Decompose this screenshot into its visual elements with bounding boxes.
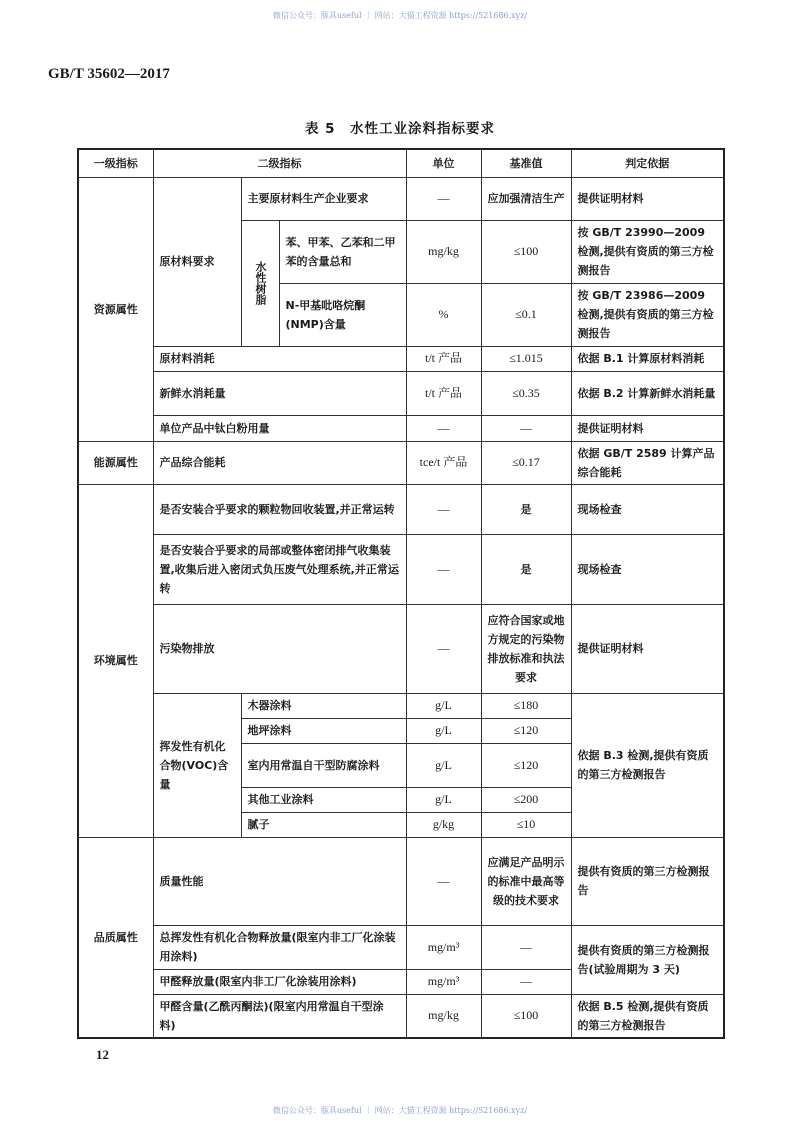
unit: tce/t 产品 (406, 441, 481, 484)
baseline: ≤120 (481, 743, 571, 787)
unit: — (406, 415, 481, 441)
basis: 依据 B.1 计算原材料消耗 (571, 346, 724, 371)
baseline: — (481, 415, 571, 441)
basis: 现场检查 (571, 484, 724, 534)
basis: 现场检查 (571, 534, 724, 604)
item: 产品综合能耗 (153, 441, 406, 484)
item: 污染物排放 (153, 604, 406, 693)
table-row (78, 693, 724, 718)
item: 地坪涂料 (241, 718, 406, 743)
baseline: 是 (481, 484, 571, 534)
basis: 按 GB/T 23990—2009 检测,提供有资质的第三方检测报告 (571, 220, 724, 283)
baseline: — (481, 969, 571, 994)
item: 其他工业涂料 (241, 787, 406, 812)
unit: — (406, 604, 481, 693)
header-level1: 一级指标 (78, 149, 153, 177)
baseline: ≤0.35 (481, 371, 571, 415)
header-basis: 判定依据 (571, 149, 724, 177)
baseline: ≤120 (481, 718, 571, 743)
unit: mg/m³ (406, 969, 481, 994)
watermark-top: 微信公众号：豚具useful ｜ 网站：大猫工程资源 https://521686.xyz/ (272, 11, 528, 20)
unit: — (406, 177, 481, 220)
table-row (78, 371, 724, 415)
unit: g/kg (406, 812, 481, 837)
baseline: ≤0.1 (481, 283, 571, 346)
unit: g/L (406, 718, 481, 743)
header-baseline: 基准值 (481, 149, 571, 177)
basis: 按 GB/T 23986—2009 检测,提供有资质的第三方检测报告 (571, 283, 724, 346)
unit: g/L (406, 743, 481, 787)
baseline: ≤10 (481, 812, 571, 837)
basis: 依据 B.2 计算新鲜水消耗量 (571, 371, 724, 415)
indicator-table (77, 148, 725, 1039)
table-row (78, 484, 724, 534)
category-resource: 资源属性 (78, 177, 153, 441)
header-level2: 二级指标 (153, 149, 406, 177)
item: 是否安装合乎要求的颗粒物回收装置,并正常运转 (153, 484, 406, 534)
baseline: 应满足产品明示的标准中最高等级的技术要求 (481, 837, 571, 925)
table-row (78, 177, 724, 220)
basis: 提供有资质的第三方检测报告 (571, 837, 724, 925)
item: 苯、甲苯、乙苯和二甲苯的含量总和 (279, 220, 406, 283)
table-row (78, 415, 724, 441)
table-row (78, 994, 724, 1038)
table-row (78, 346, 724, 371)
basis: 提供证明材料 (571, 604, 724, 693)
category-quality: 品质属性 (78, 837, 153, 1038)
table-row (78, 925, 724, 969)
table-row (78, 534, 724, 604)
basis: 依据 B.5 检测,提供有资质的第三方检测报告 (571, 994, 724, 1038)
baseline: 是 (481, 534, 571, 604)
table-header-row (78, 149, 724, 177)
document-code: GB/T 35602—2017 (48, 66, 170, 82)
baseline: — (481, 925, 571, 969)
voc-basis: 依据 B.3 检测,提供有资质的第三方检测报告 (571, 693, 724, 837)
item: 新鲜水消耗量 (153, 371, 406, 415)
baseline: ≤1.015 (481, 346, 571, 371)
unit: mg/kg (406, 994, 481, 1038)
unit: — (406, 534, 481, 604)
item: 腻子 (241, 812, 406, 837)
baseline: ≤200 (481, 787, 571, 812)
page-number: 12 (96, 1047, 109, 1062)
category-energy: 能源属性 (78, 441, 153, 484)
unit: — (406, 484, 481, 534)
baseline: 应加强清洁生产 (481, 177, 571, 220)
basis: 提供证明材料 (571, 415, 724, 441)
waterborne-resin: 水性树脂 (241, 220, 279, 346)
category-environment: 环境属性 (78, 484, 153, 837)
item: 原材料消耗 (153, 346, 406, 371)
unit: g/L (406, 693, 481, 718)
table-row (78, 441, 724, 484)
baseline: ≤180 (481, 693, 571, 718)
basis: 提供证明材料 (571, 177, 724, 220)
header-unit: 单位 (406, 149, 481, 177)
item: 木器涂料 (241, 693, 406, 718)
unit: t/t 产品 (406, 346, 481, 371)
unit: — (406, 837, 481, 925)
table-row (78, 837, 724, 925)
item: 总挥发性有机化合物释放量(限室内非工厂化涂装用涂料) (153, 925, 406, 969)
unit: % (406, 283, 481, 346)
baseline: ≤100 (481, 994, 571, 1038)
release-basis: 提供有资质的第三方检测报告(试验周期为 3 天) (571, 925, 724, 994)
table-row (78, 604, 724, 693)
unit: mg/m³ (406, 925, 481, 969)
voc-content-label: 挥发性有机化合物(VOC)含量 (153, 693, 241, 837)
item: 主要原材料生产企业要求 (241, 177, 406, 220)
item: 甲醛含量(乙酰丙酮法)(限室内用常温自干型涂料) (153, 994, 406, 1038)
item: 室内用常温自干型防腐涂料 (241, 743, 406, 787)
baseline: ≤100 (481, 220, 571, 283)
item: 单位产品中钛白粉用量 (153, 415, 406, 441)
item: N-甲基吡咯烷酮(NMP)含量 (279, 283, 406, 346)
unit: mg/kg (406, 220, 481, 283)
item: 是否安装合乎要求的局部或整体密闭排气收集装置,收集后进入密闭式负压废气处理系统,并正常运转 (153, 534, 406, 604)
baseline: ≤0.17 (481, 441, 571, 484)
basis: 依据 GB/T 2589 计算产品综合能耗 (571, 441, 724, 484)
unit: g/L (406, 787, 481, 812)
watermark-bottom: 微信公众号：豚具useful ｜ 网站：大猫工程资源 https://521686.xyz/ (272, 1106, 528, 1115)
unit: t/t 产品 (406, 371, 481, 415)
baseline: 应符合国家或地方规定的污染物排放标准和执法要求 (481, 604, 571, 693)
item: 质量性能 (153, 837, 406, 925)
table-title: 表 5 水性工业涂料指标要求 (304, 121, 496, 137)
raw-material-requirement: 原材料要求 (153, 177, 241, 346)
item: 甲醛释放量(限室内非工厂化涂装用涂料) (153, 969, 406, 994)
